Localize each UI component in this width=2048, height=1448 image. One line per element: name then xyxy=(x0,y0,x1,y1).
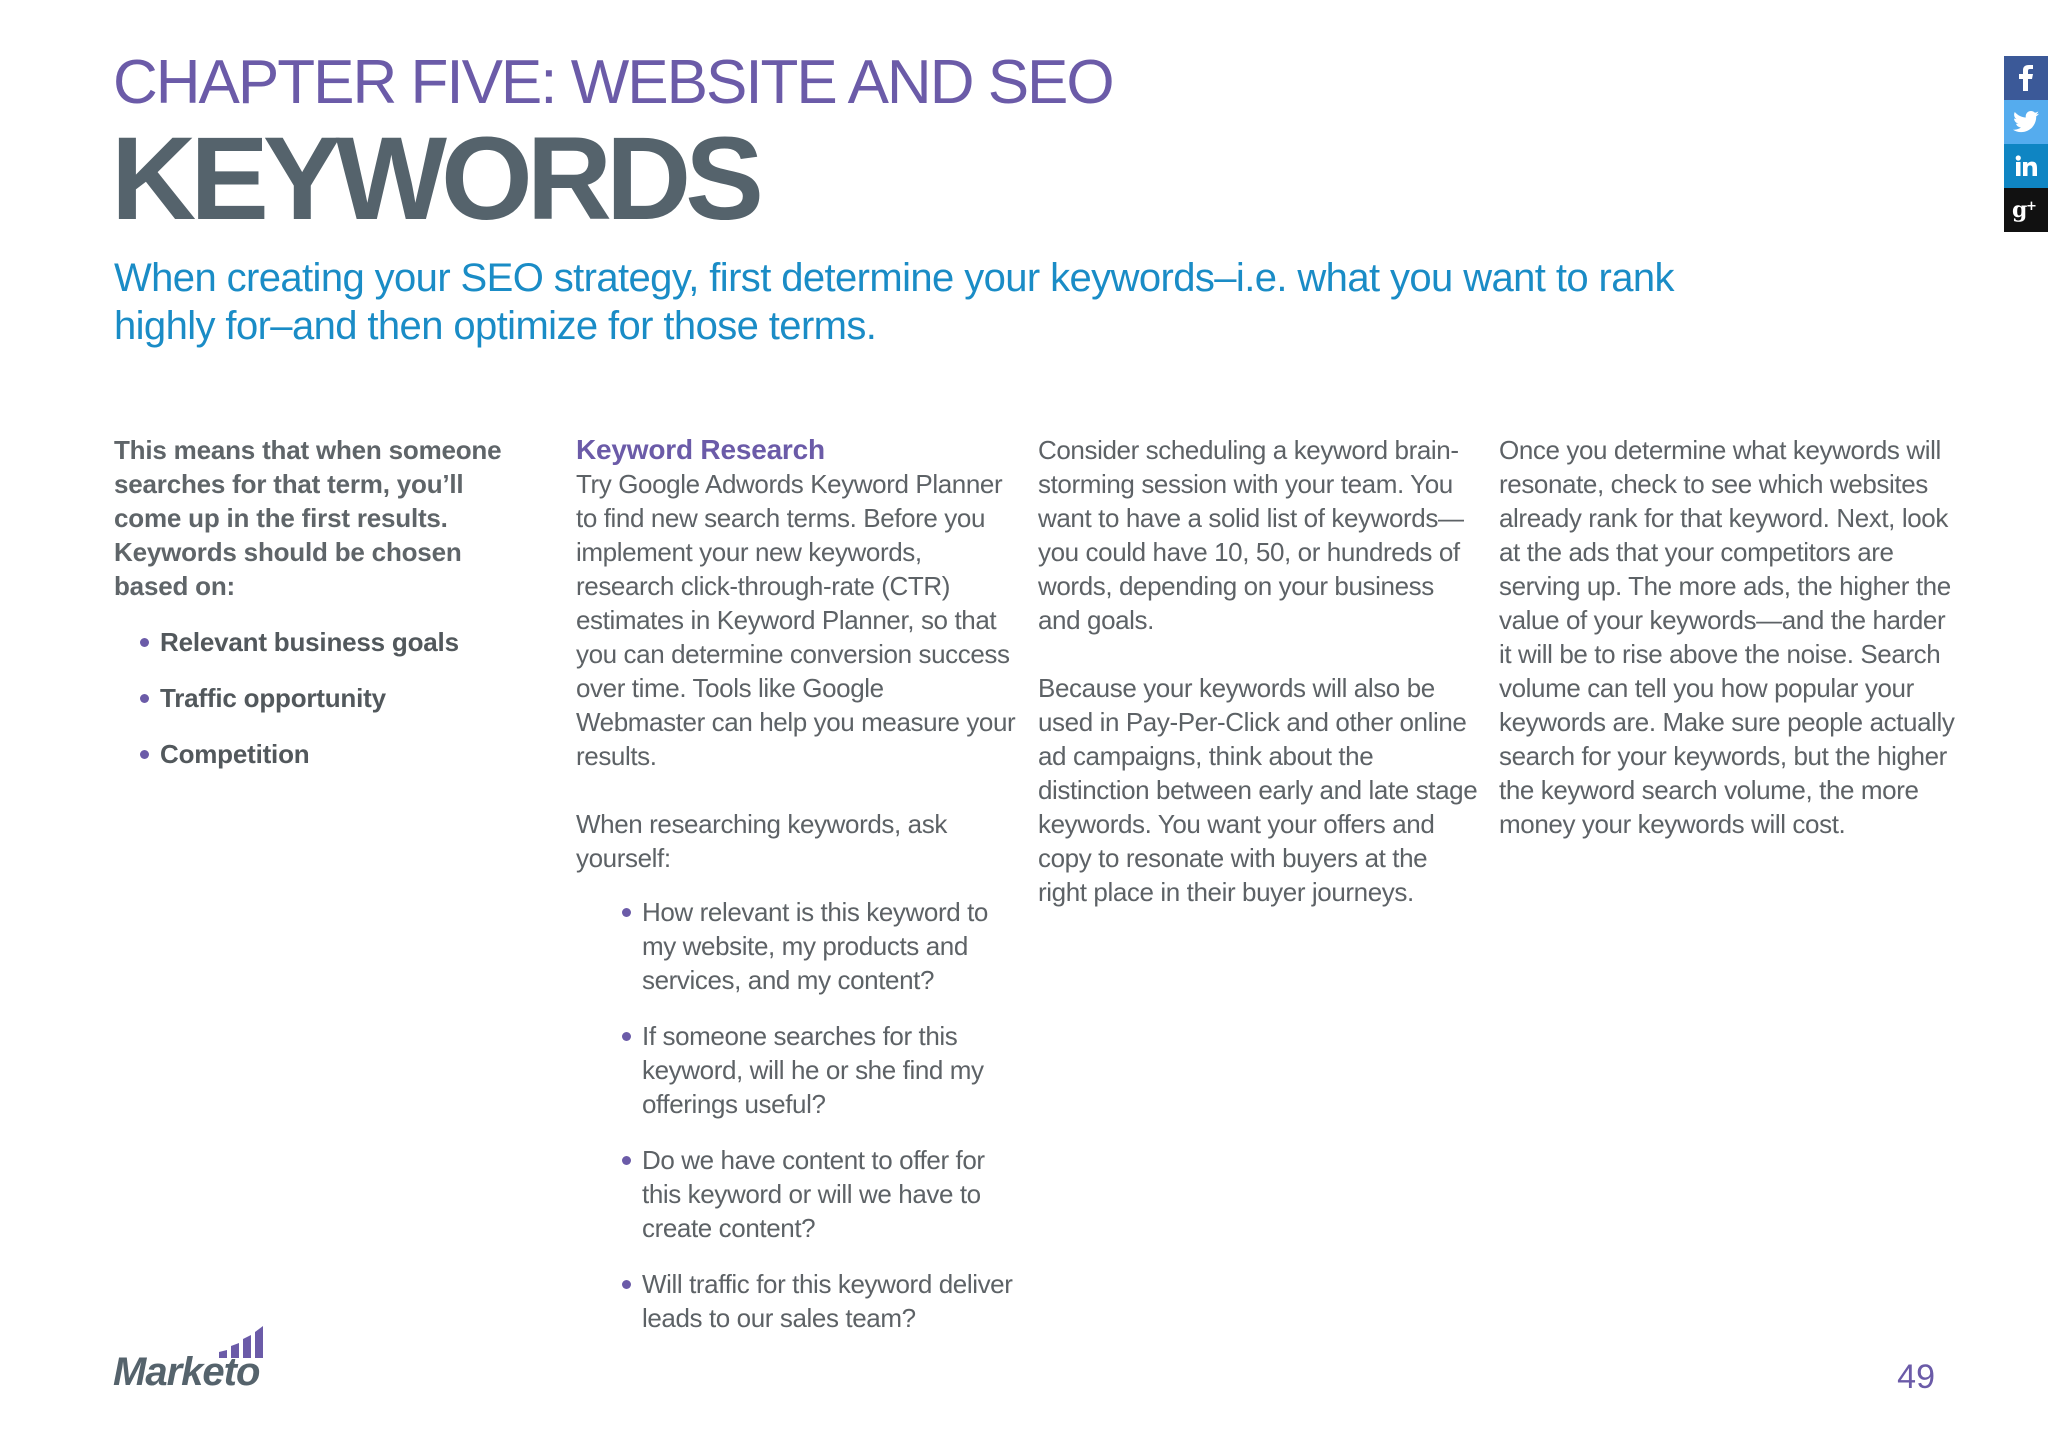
chapter-label: CHAPTER FIVE: WEBSITE AND SEO xyxy=(113,48,1113,117)
column-1 xyxy=(114,433,534,793)
bullet-icon xyxy=(622,908,631,917)
list-item: Do we have content to offer for this keyword or will we have to create content? xyxy=(622,1143,1016,1245)
page-number: 49 xyxy=(1897,1358,1935,1396)
marketo-logo xyxy=(113,1322,273,1392)
bullet-icon xyxy=(140,638,149,647)
list-item: How relevant is this keyword to my website, my products and services, and my content? xyxy=(622,895,1016,997)
page-title: KEYWORDS xyxy=(111,113,758,245)
questions-list xyxy=(576,895,1016,1335)
svg-text:+: + xyxy=(2026,199,2037,214)
list-item: Will traffic for this keyword deliver leads to our sales team? xyxy=(622,1267,1016,1335)
column-2 xyxy=(576,433,1016,1357)
bullet-icon xyxy=(140,750,149,759)
logo-wordmark: Marketo xyxy=(113,1350,260,1394)
list-item: Relevant business goals xyxy=(140,625,534,659)
paragraph: Consider scheduling a keyword brain-storming session with your team. You want to have a solid list of keywords—you could have 10, 50, or hundreds of words, depending on your business and goals. xyxy=(1038,435,1464,635)
linkedin-icon[interactable] xyxy=(2004,144,2048,188)
list-item: Traffic opportunity xyxy=(140,681,534,715)
list-item: If someone searches for this keyword, will he or she find my offerings useful? xyxy=(622,1019,1016,1121)
facebook-icon[interactable] xyxy=(2004,56,2048,100)
list-item: Competition xyxy=(140,737,534,771)
intro-paragraph: This means that when someone searches for that term, you’ll come up in the first results. Keywords should be chosen based on: xyxy=(114,435,502,601)
criteria-list xyxy=(114,625,534,771)
section-heading: Keyword Research xyxy=(576,434,825,465)
page-subtitle: When creating your SEO strategy, first determine your keywords–i.e. what you want to rank highly for–and then optimize for those terms. xyxy=(114,256,1674,348)
column-4 xyxy=(1499,433,1959,841)
twitter-icon[interactable] xyxy=(2004,100,2048,144)
google-plus-icon[interactable] xyxy=(2004,188,2048,232)
column-3 xyxy=(1038,433,1478,909)
paragraph: Because your keywords will also be used in Pay-Per-Click and other online ad campaigns, think about the distinction between early and late stage keywords. You want your offers and copy to resonate with buyers at the right place in their buyer journeys. xyxy=(1038,673,1478,907)
paragraph: Once you determine what keywords will resonate, check to see which websites already rank for that keyword. Next, look at the ads that your competitors are serving up. The more ads, the higher the value of your keywords—and the harder it will be to rise above the noise. Search volume can tell you how popular your keywords are. Make sure people actually search for your keywords, but the higher the keyword search volume, the more money your keywords will cost. xyxy=(1499,435,1955,839)
bullet-icon xyxy=(140,694,149,703)
paragraph: Try Google Adwords Keyword Planner to find new search terms. Before you implement your new keywords, research click-through-rate (CTR) estimates in Keyword Planner, so that you can determine conversion success over time. Tools like Google Webmaster can help you measure your results. xyxy=(576,469,1016,771)
bullet-icon xyxy=(622,1032,631,1041)
paragraph: When researching keywords, ask yourself: xyxy=(576,809,947,873)
social-share-bar xyxy=(2004,56,2048,232)
svg-text:g: g xyxy=(2012,198,2028,222)
bullet-icon xyxy=(622,1280,631,1289)
bullet-icon xyxy=(622,1156,631,1165)
